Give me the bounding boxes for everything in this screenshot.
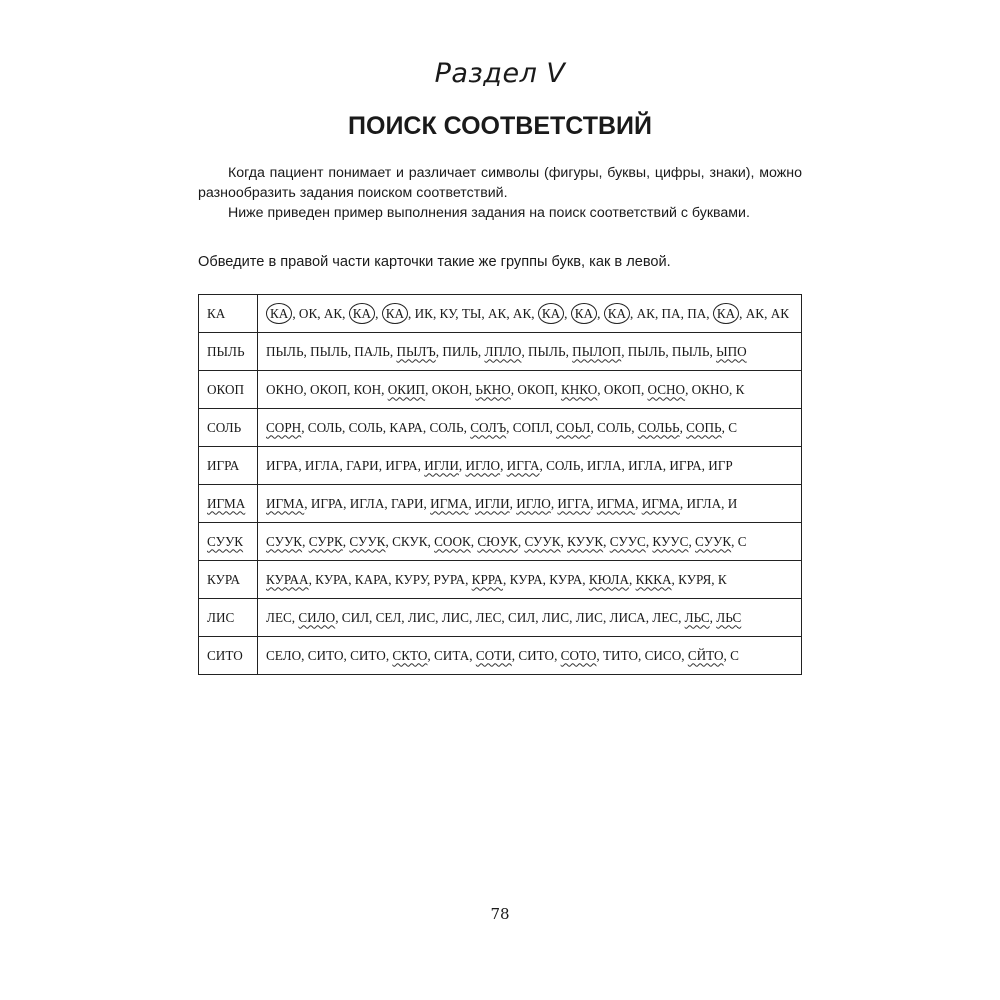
underlined-group: КУРАА (266, 571, 309, 587)
letter-group: СИЛ (507, 609, 536, 625)
section-title: Раздел V (434, 58, 566, 89)
letter-group: ЛИС (541, 609, 570, 625)
intro-paragraph: Когда пациент понимает и различает символы (фигуры, буквы, цифры, знаки), можно разнообразить задания поиском соответствий. (198, 165, 802, 201)
letter-group: ОК (298, 305, 318, 321)
exercise-table-body (199, 295, 802, 675)
letter-group: КАРА (389, 419, 423, 435)
target-letters-cell (199, 637, 258, 675)
letter-group: ЛИС (407, 609, 436, 625)
underlined-group: ЛЬС (716, 609, 742, 625)
letter-group: СКУК (392, 533, 428, 549)
letter-group: ЛЕС (475, 609, 502, 625)
target-letters-cell (199, 295, 258, 333)
underlined-group: СУУК (524, 533, 561, 549)
letter-group: ИГЛА (686, 495, 722, 511)
letter-group: ПА (687, 305, 707, 321)
target-letters-cell (199, 409, 258, 447)
letter-group: ТИТО (603, 647, 638, 663)
table-row (199, 447, 802, 485)
underlined-group: ОСНО (647, 381, 686, 397)
underlined-group: СКТО (392, 647, 428, 663)
letter-group: ЛИС (441, 609, 469, 625)
letter-group: СОЛЬ (307, 419, 342, 435)
underlined-group: ПЫЛЪ (396, 343, 436, 359)
letter-group: АК (745, 305, 765, 321)
letter-group: АК (323, 305, 343, 321)
underlined-group: КУУС (652, 533, 689, 549)
letter-group: АК (512, 305, 532, 321)
underlined-group: ИГЛИ (424, 457, 459, 473)
letter-sequence-cell: КА , ОК, АК, КА , КА , ИК, КУ, ТЫ, АК, АК, КА , КА , КА , АК, ПА, ПА, КА , АК, АК (258, 295, 802, 333)
underlined-group: СУУК (695, 533, 732, 549)
letter-group: СОЛЬ (597, 419, 632, 435)
target-letters: ИГРА (207, 457, 240, 473)
underlined-group: ЛЬС (684, 609, 710, 625)
underlined-group: ОКИП (387, 381, 426, 397)
letter-group: ИГРА (266, 457, 299, 473)
table-row (199, 599, 802, 637)
letter-group: СЕЛО (266, 647, 302, 663)
underlined-group: КККА (635, 571, 672, 587)
letter-group: СИТО (518, 647, 555, 663)
underlined-group: ИГМА (596, 495, 636, 511)
letter-group: СОЛЬ (429, 419, 464, 435)
letter-group: ИГР (708, 457, 733, 473)
underlined-group: СОЛЪ (470, 419, 507, 435)
letter-group: К (717, 571, 727, 587)
letter-group: ЛЕС (652, 609, 679, 625)
letter-group: ИГЛА (349, 495, 385, 511)
underlined-group: СУУК (266, 533, 303, 549)
task-instruction: Обведите в правой части карточки такие же группы букв, как в левой. (198, 254, 671, 270)
letter-group: ЛИС (575, 609, 603, 625)
letter-group: АК (636, 305, 655, 321)
letter-group: КОН (353, 381, 382, 397)
exercise-table (198, 294, 802, 675)
underlined-group: СОТО (560, 647, 597, 663)
page-number: 78 (490, 905, 510, 923)
target-letters-cell (199, 599, 258, 637)
underlined-group: СУРК (308, 533, 343, 549)
letter-group: С (730, 647, 739, 663)
target-letters-cell (199, 561, 258, 599)
underlined-group: СУУК (349, 533, 386, 549)
letter-group: ИГРА (385, 457, 418, 473)
letter-sequence-cell: СУУК, СУРК, СУУК, СКУК, СООК, СЮУК, СУУК, КУУК, СУУС, КУУС, СУУК, С (258, 523, 802, 561)
underlined-group: КРРА (471, 571, 503, 587)
circled-group: КА (266, 303, 292, 324)
letter-group: КУРУ (394, 571, 427, 587)
target-letters: ПЫЛЬ (207, 343, 245, 359)
letter-sequence-cell: ИГРА, ИГЛА, ГАРИ, ИГРА, ИГЛИ, ИГЛО, ИГГА, СОЛЬ, ИГЛА, ИГЛА, ИГРА, ИГР (258, 447, 802, 485)
letter-group: ПИЛЬ (442, 343, 478, 359)
underlined-group: СООК (434, 533, 471, 549)
intro-text (198, 163, 802, 223)
letter-group: ОКНО (266, 381, 304, 397)
letter-group: ПАЛЬ (354, 343, 390, 359)
letter-group: ЛЕС (266, 609, 292, 625)
circled-group: КА (713, 303, 739, 324)
underlined-group: СЙТО (687, 647, 724, 663)
letter-group: АК (488, 305, 507, 321)
target-letters: КА (207, 305, 226, 321)
letter-group: ОКОП (603, 381, 641, 397)
table-row (199, 295, 802, 333)
letter-group: СОЛЬ (546, 457, 581, 473)
letter-group: И (727, 495, 738, 511)
underlined-group: ИГЛО (465, 457, 501, 473)
letter-group: СИЛ (341, 609, 370, 625)
letter-group: КУРА (315, 571, 349, 587)
letter-group: ОКОН (431, 381, 469, 397)
table-row (199, 333, 802, 371)
underlined-group: СУУС (609, 533, 646, 549)
letter-group: ИК (414, 305, 433, 321)
underlined-group: ИГГА (506, 457, 540, 473)
underlined-group: СОЬЛ (556, 419, 591, 435)
table-row (199, 371, 802, 409)
letter-group: ПЫЛЬ (671, 343, 710, 359)
underlined-group: ИГМА (266, 495, 305, 511)
letter-group: ОКОП (517, 381, 555, 397)
underlined-group: ИГЛО (516, 495, 551, 511)
underlined-group: КЮЛА (588, 571, 630, 587)
underlined-group: ИГЛИ (474, 495, 510, 511)
letter-group: КУРА (549, 571, 583, 587)
target-letters-cell (199, 485, 258, 523)
underlined-group: СИЛО (298, 609, 336, 625)
target-letters-cell (199, 371, 258, 409)
letter-group: СИТА (434, 647, 470, 663)
target-letters: СУУК (207, 533, 244, 549)
letter-group: ТЫ (461, 305, 482, 321)
letter-group: АК (770, 305, 790, 321)
letter-group: СИТО (350, 647, 386, 663)
underlined-group: КНКО (560, 381, 598, 397)
letter-sequence-cell: СОРН, СОЛЬ, СОЛЬ, КАРА, СОЛЬ, СОЛЪ, СОПЛ, СОЬЛ, СОЛЬ, СОЛЬЬ, СОПЬ, С (258, 409, 802, 447)
letter-sequence-cell: СЕЛО, СИТО, СИТО, СКТО, СИТА, СОТИ, СИТО, СОТО, ТИТО, СИСО, СЙТО, С (258, 637, 802, 675)
underlined-group: ИГМА (641, 495, 680, 511)
underlined-group: СЮУК (477, 533, 518, 549)
target-letters: ЛИС (207, 609, 235, 625)
letter-sequence-cell: ОКНО, ОКОП, КОН, ОКИП, ОКОН, ЬКНО, ОКОП, КНКО, ОКОП, ОСНО, ОКНО, К (258, 371, 802, 409)
table-row (199, 409, 802, 447)
circled-group: КА (538, 303, 564, 324)
table-row (199, 637, 802, 675)
letter-group: СОЛЬ (348, 419, 383, 435)
letter-group: ГАРИ (346, 457, 379, 473)
letter-sequence-cell: ПЫЛЬ, ПЫЛЬ, ПАЛЬ, ПЫЛЪ, ПИЛЬ, ЛПЛО, ПЫЛЬ, ПЫЛОП, ПЫЛЬ, ПЫЛЬ, ЫПО (258, 333, 802, 371)
letter-group: С (737, 533, 747, 549)
letter-group: КУРА (509, 571, 543, 587)
letter-group: ЛИСА (609, 609, 646, 625)
letter-group: КУРЯ (678, 571, 712, 587)
letter-group: ОКНО (691, 381, 730, 397)
underlined-group: ПЫЛОП (572, 343, 622, 359)
letter-group: ИГЛА (628, 457, 663, 473)
letter-group: ПЫЛЬ (528, 343, 566, 359)
underlined-group: КУУК (567, 533, 604, 549)
target-letters: КУРА (207, 571, 241, 587)
circled-group: КА (571, 303, 597, 324)
underlined-group: ИГГА (557, 495, 591, 511)
underlined-group: ЬКНО (475, 381, 511, 397)
table-row (199, 523, 802, 561)
letter-group: ИГРА (310, 495, 344, 511)
target-letters: ОКОП (207, 381, 245, 397)
target-letters: СИТО (207, 647, 243, 663)
target-letters-cell (199, 333, 258, 371)
target-letters-cell (199, 523, 258, 561)
circled-group: КА (349, 303, 375, 324)
letter-group: КАРА (354, 571, 389, 587)
underlined-group: ЛПЛО (484, 343, 522, 359)
circled-group: КА (382, 303, 408, 324)
letter-sequence-cell: ЛЕС, СИЛО, СИЛ, СЕЛ, ЛИС, ЛИС, ЛЕС, СИЛ, ЛИС, ЛИС, ЛИСА, ЛЕС, ЛЬС, ЛЬС (258, 599, 802, 637)
underlined-group: СОПЬ (686, 419, 722, 435)
target-letters-cell (199, 447, 258, 485)
intro-paragraph: Ниже приведен пример выполнения задания на поиск соответствий с буквами. (228, 205, 750, 221)
letter-group: ПЫЛЬ (310, 343, 348, 359)
underlined-group: СОРН (266, 419, 302, 435)
letter-group: ИГЛА (586, 457, 622, 473)
underlined-group: СОТИ (475, 647, 512, 663)
letter-group: ИГРА (669, 457, 702, 473)
table-row (199, 485, 802, 523)
underlined-group: ЫПО (716, 343, 747, 359)
letter-sequence-cell: ИГМА, ИГРА, ИГЛА, ГАРИ, ИГМА, ИГЛИ, ИГЛО, ИГГА, ИГМА, ИГМА, ИГЛА, И (258, 485, 802, 523)
letter-group: ПА (661, 305, 681, 321)
letter-group: ПЫЛЬ (627, 343, 666, 359)
letter-group: СИТО (307, 647, 344, 663)
target-letters: СОЛЬ (207, 419, 242, 435)
page-title: ПОИСК СООТВЕТСТВИЙ (348, 112, 652, 140)
letter-group: СОПЛ (512, 419, 550, 435)
letter-group: РУРА (433, 571, 466, 587)
letter-group: ПЫЛЬ (266, 343, 304, 359)
letter-group: ИГЛА (304, 457, 340, 473)
letter-group: ГАРИ (390, 495, 424, 511)
underlined-group: ИГМА (430, 495, 469, 511)
letter-group: К (735, 381, 745, 397)
letter-group: С (728, 419, 737, 435)
circled-group: КА (604, 303, 630, 324)
letter-group: СИСО (644, 647, 682, 663)
letter-group: КУ (439, 305, 456, 321)
table-row (199, 561, 802, 599)
target-letters: ИГМА (207, 495, 246, 511)
letter-group: СЕЛ (375, 609, 402, 625)
underlined-group: СОЛЬЬ (637, 419, 680, 435)
letter-group: ОКОП (309, 381, 348, 397)
letter-sequence-cell: КУРАА, КУРА, КАРА, КУРУ, РУРА, КРРА, КУРА, КУРА, КЮЛА, КККА, КУРЯ, К (258, 561, 802, 599)
